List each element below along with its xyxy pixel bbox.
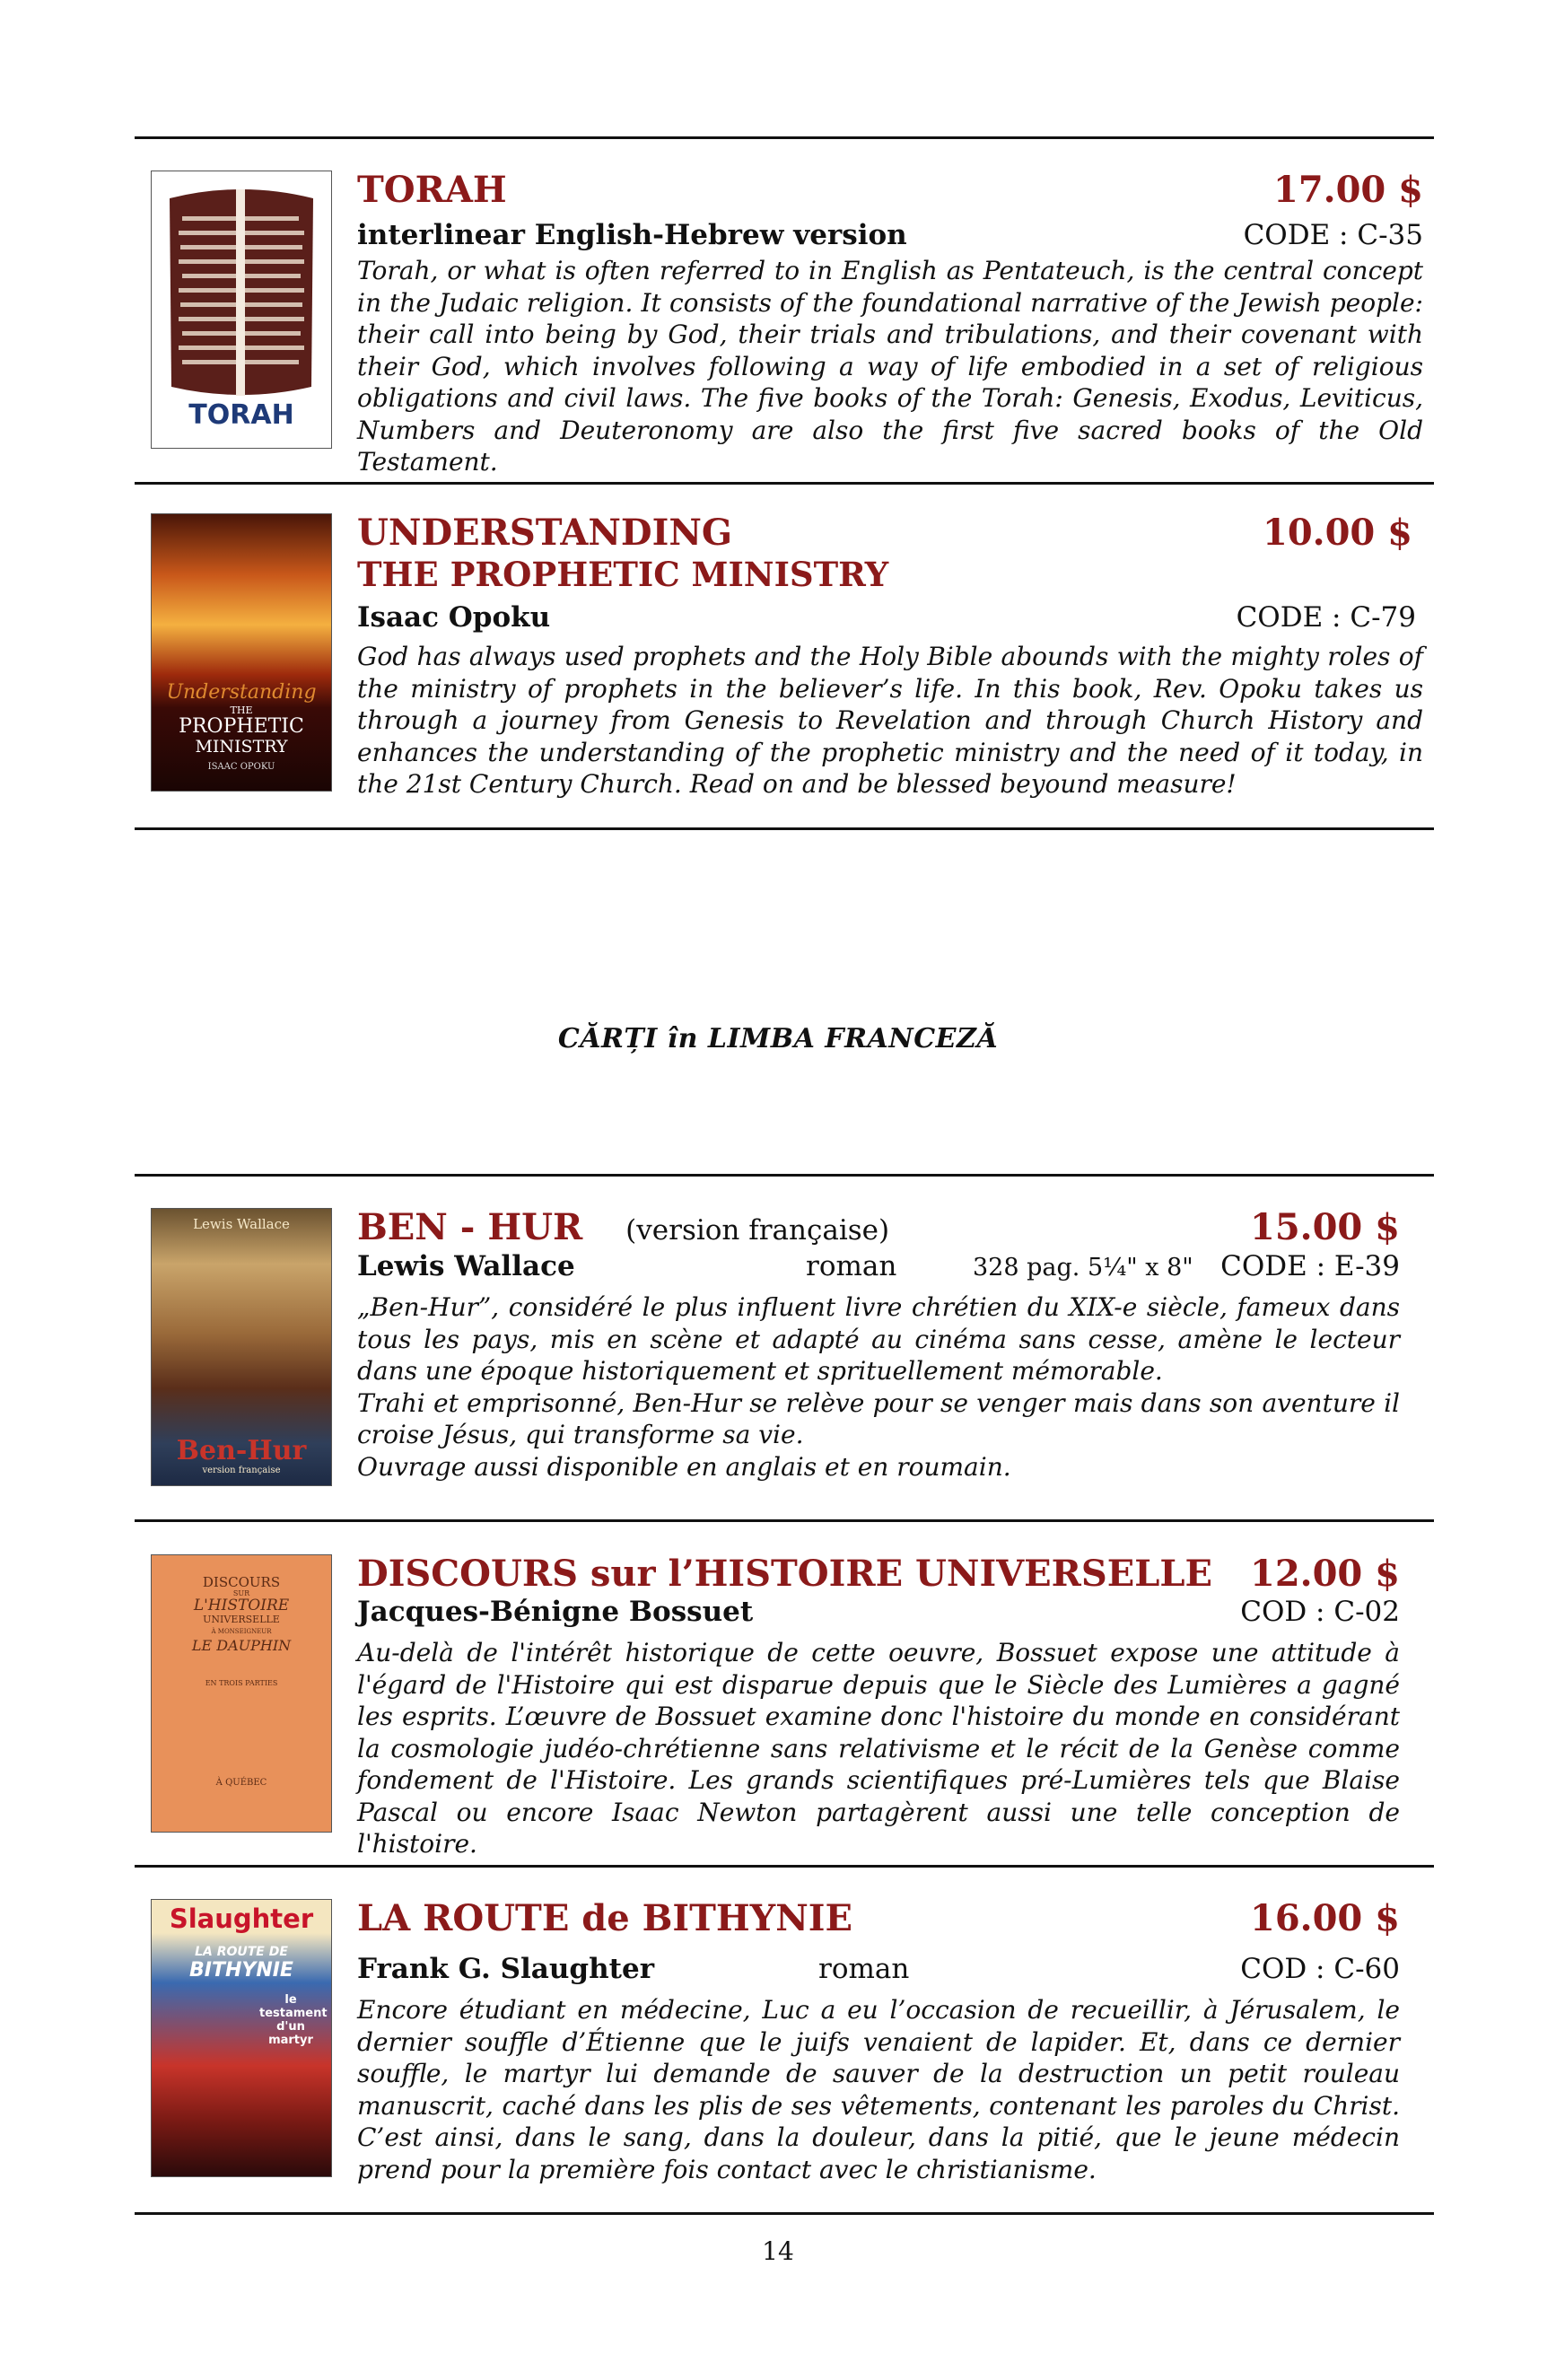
divider	[135, 136, 1434, 139]
book-code: COD : C-60	[1240, 1953, 1400, 1985]
book-entry-route-bithynie	[135, 1899, 1434, 2186]
cover-title-line2: MINISTRY	[195, 737, 288, 757]
book-info	[357, 1208, 1400, 1483]
book-code: COD : C-02	[1240, 1596, 1400, 1628]
divider	[135, 1519, 1434, 1522]
book-genre: roman	[818, 1953, 910, 1985]
cover-author: Lewis Wallace	[193, 1216, 290, 1232]
book-description: God has always used prophets and the Holy Bible abounds with the mighty roles of the ministry of prophets in the believer’s life. In this book, Rev. Opoku takes us through a journey from Genesis to Revelation and through Church History and enhances the understanding of the prophetic ministry and the need of it today, in the 21st Century Church. Read on and be blessed beyound measure!	[357, 642, 1423, 799]
cover-script-text: Understanding	[166, 681, 317, 704]
book-title-line2: THE PROPHETIC MINISTRY	[357, 555, 889, 594]
cover-line: LE DAUPHIN	[191, 1636, 292, 1654]
book-cover-torah	[151, 171, 332, 449]
section-heading: CĂRȚI în LIMBA FRANCEZĂ	[557, 1023, 999, 1054]
cover-small-text: THE	[230, 704, 253, 716]
book-cover-prophetic-ministry	[151, 513, 332, 792]
book-entry-torah	[135, 169, 1434, 477]
book-info	[357, 1554, 1400, 1860]
book-description: Torah, or what is often referred to in English as Pentateuch, is the central concept in the Judaic religion. It consists of the foundational narrative of the Jewish people: their call into being by God, their trials and tribulations, and their covenant with their God, which involves following a way of life embodied in a set of religious obligations and civil laws. The five books of the Torah: Genesis, Exodus, Leviticus, Numbers and Deuteronomy are also the first five sacred books of the Old Testament.	[357, 256, 1423, 477]
book-price: 12.00 $	[1249, 1553, 1400, 1595]
cover-line: À QUÉBEC	[215, 1778, 267, 1789]
book-price: 17.00 $	[1272, 169, 1423, 211]
cover-subtitle: version française	[202, 1466, 281, 1475]
book-info	[357, 1899, 1400, 2185]
book-info	[357, 513, 1423, 801]
book-info	[357, 171, 1423, 478]
book-title-note: (version française)	[625, 1214, 890, 1247]
book-price: 15.00 $	[1249, 1206, 1400, 1248]
book-title: UNDERSTANDING	[357, 512, 733, 554]
book-entry-prophetic-ministry	[135, 513, 1434, 801]
divider	[135, 1174, 1434, 1177]
book-code: CODE : E-39	[1220, 1250, 1400, 1282]
cover-line: UNIVERSELLE	[203, 1613, 280, 1625]
book-code: CODE : C-79	[1236, 601, 1416, 634]
book-cover-title: TORAH	[188, 399, 294, 431]
description-paragraph: Trahi et emprisonné, Ben-Hur se relève pour se venger mais dans son aventure il croise Jésus, qui transforme sa vie.	[357, 1387, 1400, 1449]
cover-line: DISCOURS	[202, 1574, 281, 1590]
book-cover-route-bithynie	[151, 1899, 332, 2177]
book-description	[357, 1291, 1400, 1483]
book-description: Encore étudiant en médecine, Luc a eu l’occasion de recueillir, à Jérusalem, le dernier souffle d’Étienne que le juifs venaient de lapider. Et, dans ce dernier souffle, le martyr lui demande de sauver de la destruction un petit rouleau manuscrit, caché dans les plis de ses vêtements, contenant les paroles du Christ. C’est ainsi, dans le sang, dans la douleur, dans la pitié, que le jeune médecin prend pour la première fois contact avec le christianisme.	[357, 1995, 1400, 2184]
cover-subtitle: le testament d'un martyr	[259, 1993, 328, 2047]
cover-line: EN TROIS PARTIES	[205, 1679, 278, 1688]
book-author: Isaac Opoku	[357, 601, 551, 634]
book-genre: roman	[806, 1250, 897, 1282]
cover-title: Ben-Hur	[176, 1435, 307, 1466]
book-author: Lewis Wallace	[357, 1250, 575, 1282]
divider	[135, 827, 1434, 830]
cover-title-line1: LA ROUTE DE	[195, 1945, 288, 1959]
book-entry-ben-hur	[135, 1208, 1434, 1495]
book-title: LA ROUTE de BITHYNIE	[357, 1897, 852, 1939]
divider	[135, 1865, 1434, 1868]
book-title: DISCOURS sur l’HISTOIRE UNIVERSELLE	[357, 1553, 1213, 1595]
cover-title-line2: BITHYNIE	[189, 1959, 293, 1982]
cover-line: L'HISTOIRE	[193, 1597, 290, 1615]
book-pages: 328 pag. 5¼" x 8"	[973, 1254, 1193, 1282]
cover-line: À MONSEIGNEUR	[211, 1628, 272, 1636]
cover-author: Slaughter	[169, 1903, 314, 1934]
description-paragraph: „Ben-Hur”, considéré le plus influent livre chrétien du XIX-e siècle, fameux dans tous les pays, mis en scène et adapté au cinéma sans cesse, amène le lecteur dans une époque historiquement et sprituellement mémorable.	[357, 1292, 1400, 1386]
book-entry-discours	[135, 1553, 1434, 1859]
book-author: Frank G. Slaughter	[357, 1953, 655, 1985]
book-title	[357, 1208, 1400, 1250]
book-subtitle: interlinear English-Hebrew version	[357, 219, 907, 251]
book-cover-ben-hur	[151, 1208, 332, 1486]
divider	[135, 2212, 1434, 2215]
book-price: 16.00 $	[1249, 1897, 1400, 1939]
book-title-text: BEN - HUR	[357, 1206, 583, 1248]
book-author: Jacques-Bénigne Bossuet	[357, 1596, 754, 1628]
book-title: TORAH	[357, 169, 507, 211]
cover-line: SUR	[232, 1588, 250, 1597]
cover-author: ISAAC OPOKU	[207, 762, 275, 772]
book-description: Au-delà de l'intérêt historique de cette oeuvre, Bossuet expose une attitude à l'égard de l'Histoire qui est disparue depuis que le Siècle des Lumières a gagné les esprits. L’œuvre de Bossuet examine donc l'histoire du monde en considérant la cosmologie judéo-chrétienne sans relativisme et le récit de la Genèse comme fondement de l'Histoire. Les grands scientifiques pré-Lumières tels que Blaise Pascal ou encore Isaac Newton partagèrent aussi une telle conception de l'histoire.	[357, 1638, 1400, 1859]
book-code: CODE : C-35	[1243, 219, 1423, 251]
book-price: 10.00 $	[1262, 512, 1412, 554]
divider	[135, 482, 1434, 485]
cover-title-line1: PROPHETIC	[179, 715, 304, 738]
description-paragraph: Ouvrage aussi disponible en anglais et en roumain.	[357, 1451, 1011, 1482]
page-number: 14	[762, 2236, 794, 2266]
book-cover-discours	[151, 1554, 332, 1833]
